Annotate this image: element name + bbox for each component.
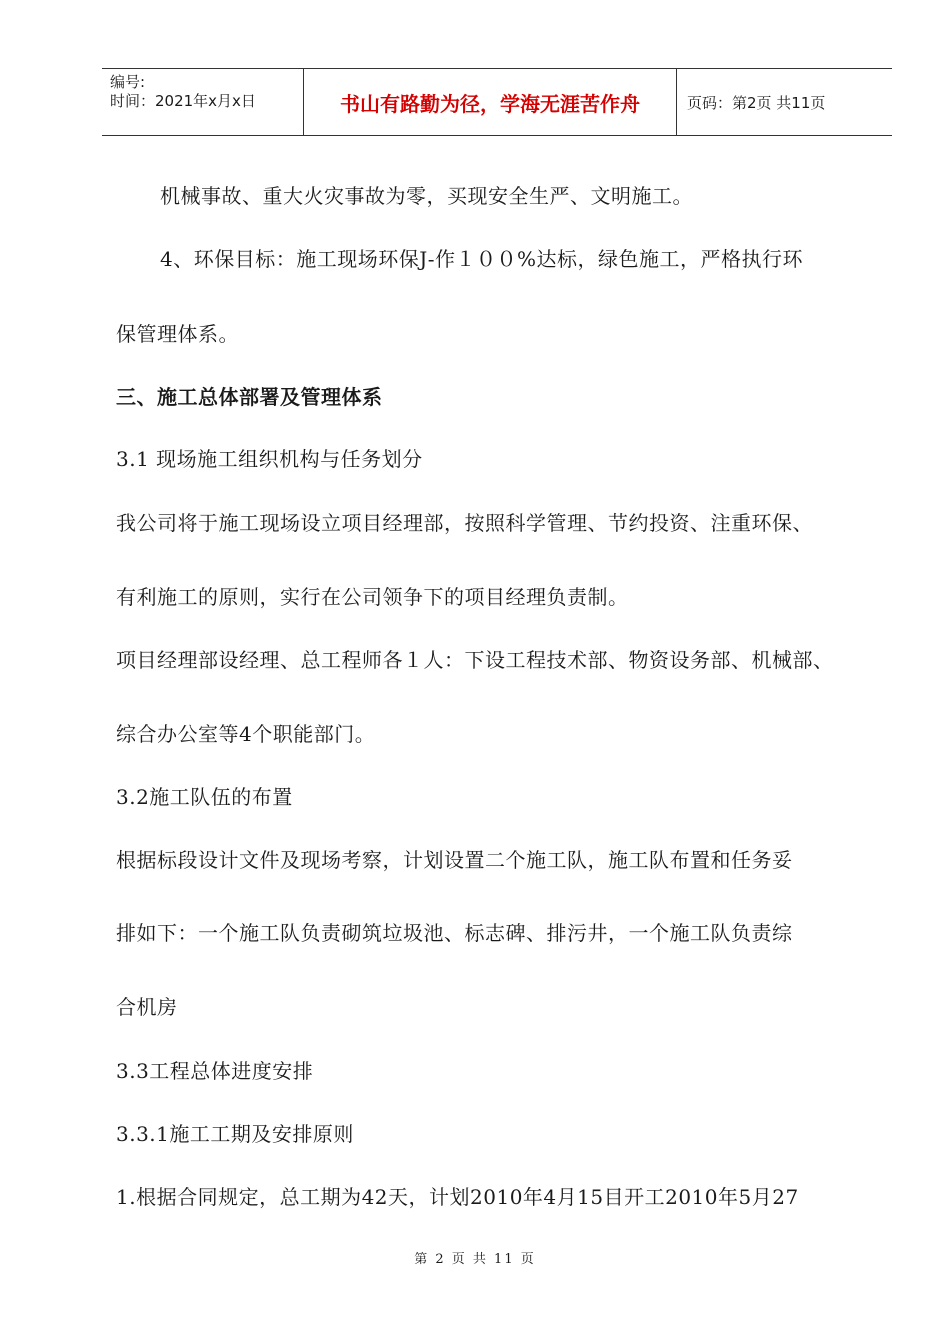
body-line: 保管理体系。 bbox=[116, 322, 239, 346]
page-header bbox=[102, 68, 892, 136]
body-line: 根据标段设计文件及现场考察，计划设置二个施工队，施工队布置和任务妥 bbox=[116, 848, 793, 872]
header-page-info: 页码：第2页 共11页 bbox=[687, 93, 826, 112]
header-motto: 书山有路勤为径，学海无涯苦作舟 bbox=[304, 69, 677, 135]
section-heading: 三、施工总体部署及管理体系 bbox=[116, 385, 383, 409]
body-line: 排如下：一个施工队负责砌筑垃圾池、标志碑、排污井，一个施工队负责综 bbox=[116, 921, 793, 945]
body-line: 综合办公室等4个职能部门。 bbox=[116, 722, 376, 746]
body-line: 有利施工的原则，实行在公司领争下的项目经理负责制。 bbox=[116, 585, 629, 609]
subsection-heading: 3.2施工队伍的布置 bbox=[116, 785, 293, 809]
header-time-label: 时间：2021年x月x日 bbox=[110, 92, 256, 110]
header-number-label: 编号: bbox=[110, 73, 146, 91]
subsection-heading: 3.3.1施工工期及安排原则 bbox=[116, 1122, 354, 1146]
subsection-heading: 3.1 现场施工组织机构与任务划分 bbox=[116, 447, 423, 471]
body-line: 1.根据合同规定，总工期为42天，计划2010年4月15目开工2010年5月27 bbox=[116, 1185, 799, 1209]
body-line: 4、环保目标：施工现场环保J-作１００%达标，绿色施工，严格执行环 bbox=[160, 247, 804, 271]
page-footer: 第 2 页 共 11 页 bbox=[414, 1252, 536, 1267]
body-line: 项目经理部设经理、总工程师各１人：下设工程技术部、物资设务部、机械部、 bbox=[116, 648, 834, 672]
body-line: 我公司将于施工现场设立项目经理部，按照科学管理、节约投资、注重环保、 bbox=[116, 511, 813, 535]
body-line: 机械事故、重大火灾事故为零，买现安全生严、文明施工。 bbox=[160, 184, 693, 208]
header-meta bbox=[102, 69, 304, 135]
subsection-heading: 3.3工程总体进度安排 bbox=[116, 1059, 314, 1083]
body-line: 合机房 bbox=[116, 995, 178, 1019]
